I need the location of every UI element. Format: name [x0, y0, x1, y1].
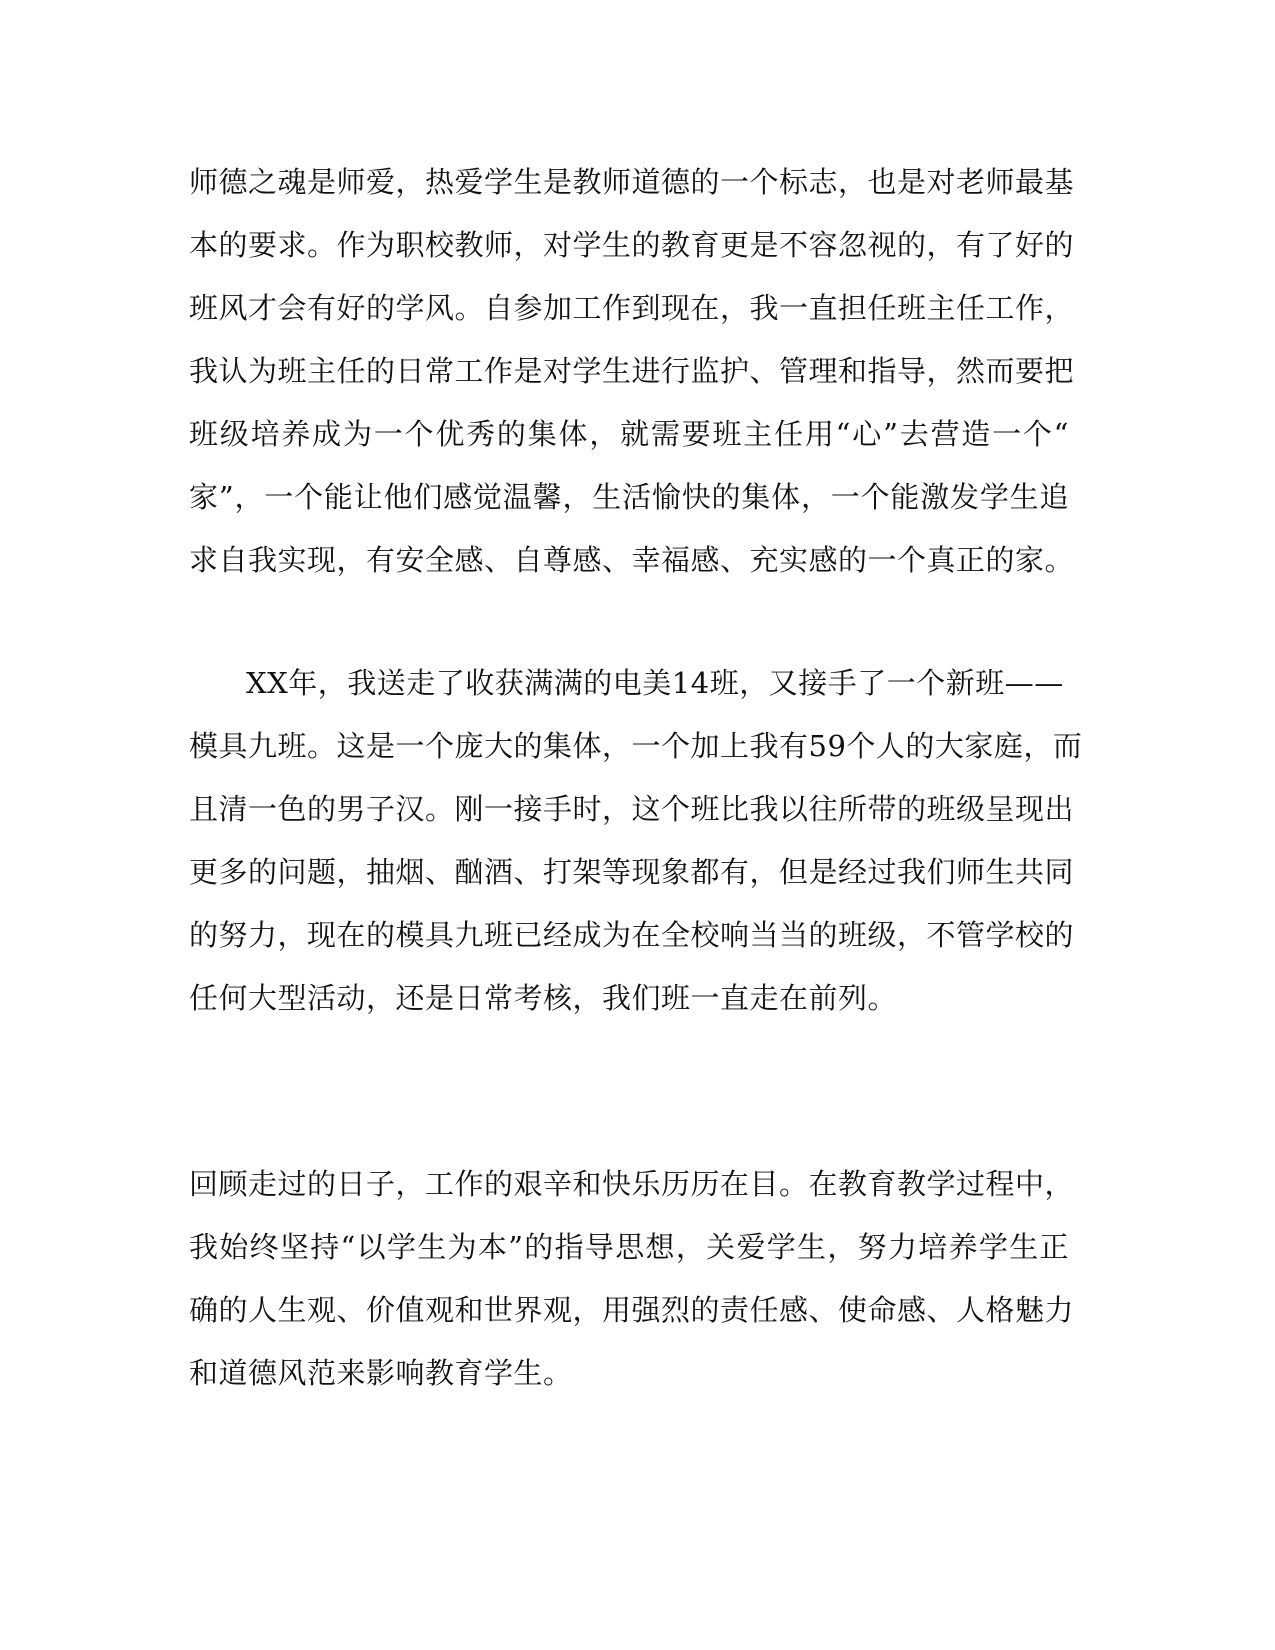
paragraph-line: 我始终坚持“以学生为本”的指导思想，关爱学生，努力培养学生正 [189, 1230, 1069, 1264]
paragraph-line: 家”，一个能让他们感觉温馨，生活愉快的集体，一个能激发学生追 [189, 480, 1069, 514]
paragraph-line: 班风才会有好的学风。自参加工作到现在，我一直担任班主任工作， [189, 291, 1075, 325]
paragraph-line: 且清一色的男子汉。刚一接手时，这个班比我以往所带的班级呈现出 [189, 792, 1075, 826]
paragraph-line: 师德之魂是师爱，热爱学生是教师道德的一个标志，也是对老师最基 [189, 165, 1075, 199]
paragraph-line: 任何大型活动，还是日常考核，我们班一直走在前列。 [189, 981, 898, 1015]
paragraph-line: 班级培养成为一个优秀的集体，就需要班主任用“心”去营造一个“ [189, 417, 1069, 451]
paragraph-line: XX年，我送走了收获满满的电美14班，又接手了一个新班—— [246, 666, 1064, 700]
paragraph-line: 模具九班。这是一个庞大的集体，一个加上我有59个人的大家庭，而 [189, 729, 1083, 763]
paragraph-line: 我认为班主任的日常工作是对学生进行监护、管理和指导，然而要把 [189, 354, 1075, 388]
paragraph-line: 更多的问题，抽烟、酗酒、打架等现象都有，但是经过我们师生共同 [189, 855, 1075, 889]
paragraph-line: 和道德风范来影响教育学生。 [189, 1356, 573, 1390]
paragraph-line: 的努力，现在的模具九班已经成为在全校响当当的班级，不管学校的 [189, 918, 1075, 952]
paragraph-line: 确的人生观、价值观和世界观，用强烈的责任感、使命感、人格魅力 [189, 1293, 1075, 1327]
paragraph-line: 回顾走过的日子，工作的艰辛和快乐历历在目。在教育教学过程中， [189, 1167, 1075, 1201]
paragraph-line: 本的要求。作为职校教师，对学生的教育更是不容忽视的，有了好的 [189, 228, 1075, 262]
paragraph-line: 求自我实现，有安全感、自尊感、幸福感、充实感的一个真正的家。 [189, 543, 1075, 577]
